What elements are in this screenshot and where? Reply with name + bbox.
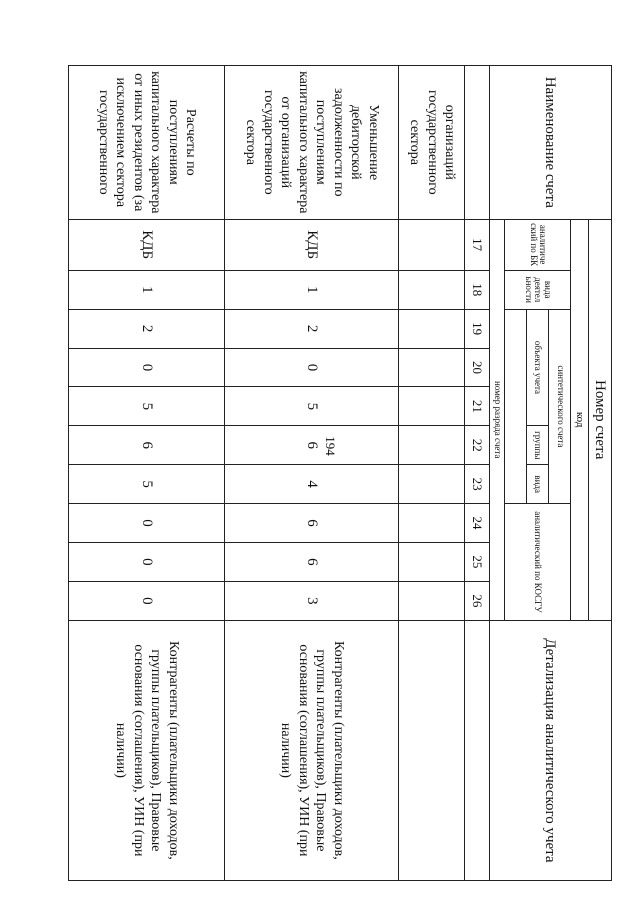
row-digit xyxy=(399,581,465,620)
row-name: Расчеты по поступлениям капитального характера от иных резидентов (за исключением сектора государственного xyxy=(69,66,225,220)
row-detail: Контрагенты (плательщики доходов, группы плательщиков), Правовые основания (соглашения), УИН (при наличии) xyxy=(225,620,399,880)
row-name: организаций государственного сектора xyxy=(399,66,465,220)
row-digit xyxy=(399,348,465,387)
digit-label-blank xyxy=(465,620,489,880)
header-detail: Детализация аналитического учета xyxy=(489,620,611,880)
row-digit: 3 xyxy=(225,581,399,620)
row-digit: 2 xyxy=(225,309,399,348)
table-row xyxy=(69,66,225,881)
digit-label: 21 xyxy=(465,387,489,426)
account-table xyxy=(68,65,612,881)
row-digit xyxy=(399,542,465,581)
digit-label-blank xyxy=(465,66,489,220)
digit-label: 18 xyxy=(465,270,489,309)
row-digit: 5 xyxy=(69,465,225,504)
header-group: группы xyxy=(527,426,549,465)
row-digit: 5 xyxy=(69,387,225,426)
row-digit xyxy=(399,465,465,504)
table-row xyxy=(399,66,465,881)
row-name: Уменьшение дебиторской задолженности по поступлениям капитального характера от организаций государственного сектора xyxy=(225,66,399,220)
digit-label: 24 xyxy=(465,504,489,543)
header-analytic-kosgu: аналитический по КОСГУ xyxy=(505,504,571,621)
header-blank xyxy=(505,309,527,503)
row-digit: 0 xyxy=(69,504,225,543)
row-detail: Контрагенты (плательщики доходов, группы плательщиков), Правовые основания (соглашения), УИН (при наличии) xyxy=(69,620,225,880)
header-code: код xyxy=(571,219,589,620)
row-digit: 0 xyxy=(69,542,225,581)
digit-label: 20 xyxy=(465,348,489,387)
row-digit xyxy=(399,426,465,465)
row-digit: 0 xyxy=(69,581,225,620)
header-synthetic: синтетического счета xyxy=(549,309,571,503)
row-digit: 6 xyxy=(225,426,399,465)
row-bk xyxy=(399,219,465,270)
row-digit: 2 xyxy=(69,309,225,348)
row-digit: 6 xyxy=(225,542,399,581)
digit-label: 17 xyxy=(465,219,489,270)
row-activity xyxy=(399,270,465,309)
table-rotated-content xyxy=(68,65,612,881)
row-digit xyxy=(399,387,465,426)
digit-label: 23 xyxy=(465,465,489,504)
header-kind: вида xyxy=(527,465,549,504)
header-account-number: Номер счета xyxy=(588,219,611,620)
row-detail xyxy=(399,620,465,880)
header-account-name: Наименование счета xyxy=(489,66,611,220)
row-bk: КДБ xyxy=(69,219,225,270)
row-digit: 0 xyxy=(225,348,399,387)
row-digit: 5 xyxy=(225,387,399,426)
row-activity: 1 xyxy=(225,270,399,309)
row-digit: 6 xyxy=(225,504,399,543)
row-digit: 0 xyxy=(69,348,225,387)
digit-label: 22 xyxy=(465,426,489,465)
row-bk: КДБ xyxy=(225,219,399,270)
header-digit-number: номер разряда счета xyxy=(489,219,504,620)
digit-label: 19 xyxy=(465,309,489,348)
row-digit: 4 xyxy=(225,465,399,504)
header-object: объекта учета xyxy=(527,309,549,426)
table-rotation-frame xyxy=(68,65,612,881)
table-row xyxy=(225,66,399,881)
page-number: 194 xyxy=(322,436,338,456)
row-digit xyxy=(399,309,465,348)
row-activity: 1 xyxy=(69,270,225,309)
digit-label-row xyxy=(465,66,489,881)
header-activity-type: вида деятел ьности xyxy=(505,270,571,309)
row-digit xyxy=(399,504,465,543)
row-digit: 6 xyxy=(69,426,225,465)
header-analytic-bk: аналитиче ский по БК xyxy=(505,219,571,270)
digit-label: 25 xyxy=(465,542,489,581)
digit-label: 26 xyxy=(465,581,489,620)
